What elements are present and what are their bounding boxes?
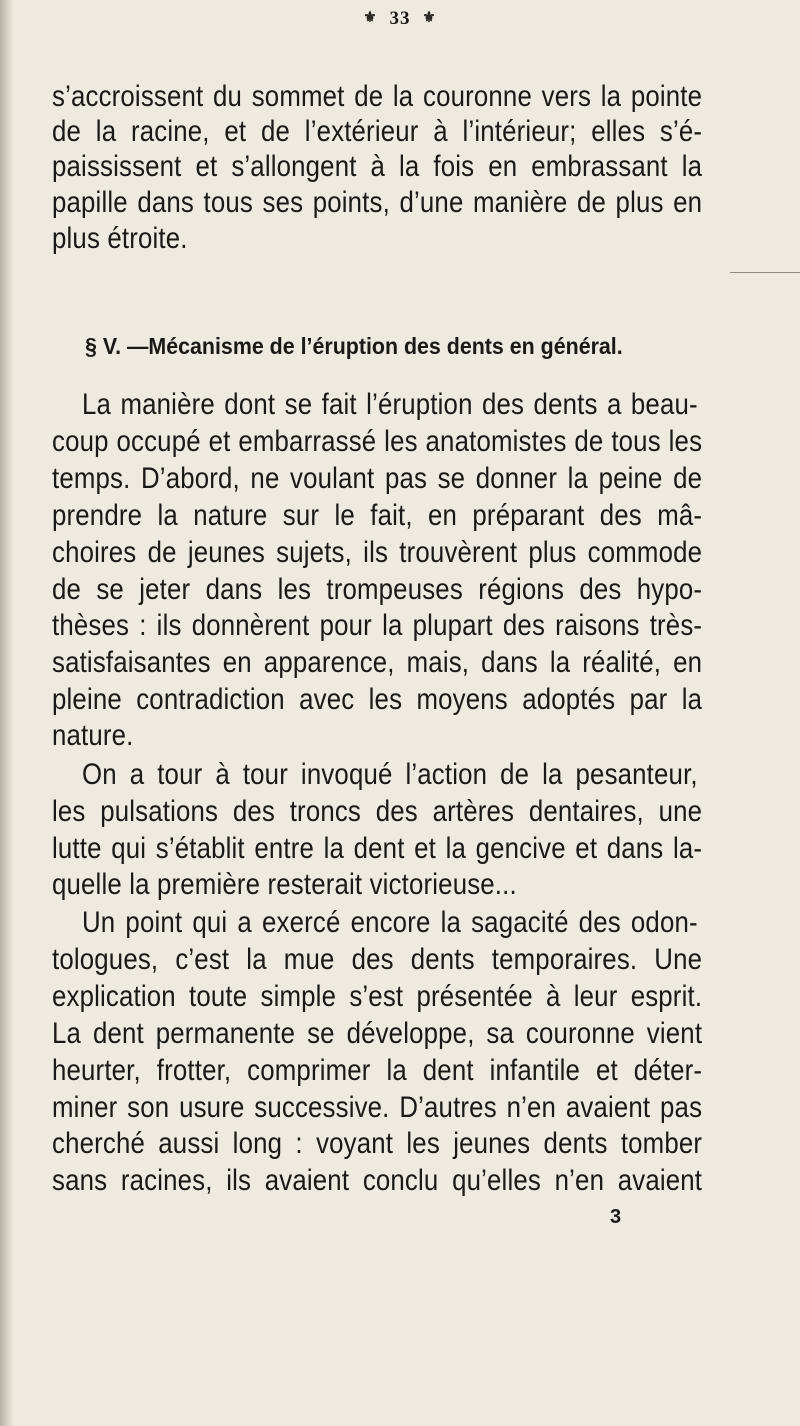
- text-line: sans racines, ils avaient conclu qu’elles n’en avaient: [52, 1164, 703, 1197]
- text-line: Un point qui a exercé encore la sagacité des odon-: [82, 906, 698, 939]
- text-line: explication toute simple s’est présentée à leur esprit.: [52, 980, 703, 1013]
- scan-mark: [730, 272, 800, 273]
- text-line: pleine contradiction avec les moyens adoptés par la: [52, 683, 703, 716]
- text-line: papille dans tous ses points, d’une manière de plus en: [52, 186, 703, 219]
- page-number: 33: [389, 8, 411, 29]
- text-line: cherché aussi long : voyant les jeunes dents tomber: [52, 1127, 703, 1160]
- text-line: paississent et s’allongent à la fois en embrassant la: [52, 150, 703, 183]
- text-line: thèses : ils donnèrent pour la plupart des raisons très-: [52, 609, 703, 642]
- signature-mark: 3: [610, 1206, 622, 1228]
- page-header: [0, 8, 800, 30]
- text-line: miner son usure successive. D’autres n’en avaient pas: [52, 1091, 703, 1124]
- text-line: On a tour à tour invoqué l’action de la pesanteur,: [82, 758, 698, 791]
- ornament-left-icon: ⚜: [363, 10, 378, 26]
- text-line: satisfaisantes en apparence, mais, dans la réalité, en: [52, 646, 703, 679]
- text-line: de se jeter dans les trompeuses régions des hypo-: [52, 573, 703, 606]
- text-line: choires de jeunes sujets, ils trouvèrent plus commode: [52, 536, 703, 569]
- text-line: tologues, c’est la mue des dents temporaires. Une: [52, 943, 703, 976]
- text-line: quelle la première resterait victorieuse...: [52, 868, 517, 901]
- text-line: plus étroite.: [52, 222, 188, 255]
- text-line: prendre la nature sur le fait, en préparant des mâ-: [52, 499, 703, 532]
- section-heading: § V. —Mécanisme de l’éruption des dents en général.: [85, 333, 623, 359]
- text-line: coup occupé et embarrassé les anatomistes de tous les: [52, 425, 703, 458]
- text-line: La manière dont se fait l’éruption des dents a beau-: [82, 388, 698, 421]
- ornament-right-icon: ⚜: [422, 10, 437, 26]
- text-line: de la racine, et de l’extérieur à l’intérieur; elles s’é-: [52, 115, 703, 148]
- page-binding-edge: [0, 0, 14, 1426]
- text-line: les pulsations des troncs des artères dentaires, une: [52, 795, 703, 828]
- text-line: nature.: [52, 719, 134, 752]
- text-line: heurter, frotter, comprimer la dent infantile et déter-: [52, 1054, 703, 1087]
- text-line: lutte qui s’établit entre la dent et la gencive et dans la-: [52, 832, 703, 865]
- text-line: temps. D’abord, ne voulant pas se donner la peine de: [52, 462, 703, 495]
- text-line: La dent permanente se développe, sa couronne vient: [52, 1017, 703, 1050]
- text-line: s’accroissent du sommet de la couronne vers la pointe: [52, 80, 703, 113]
